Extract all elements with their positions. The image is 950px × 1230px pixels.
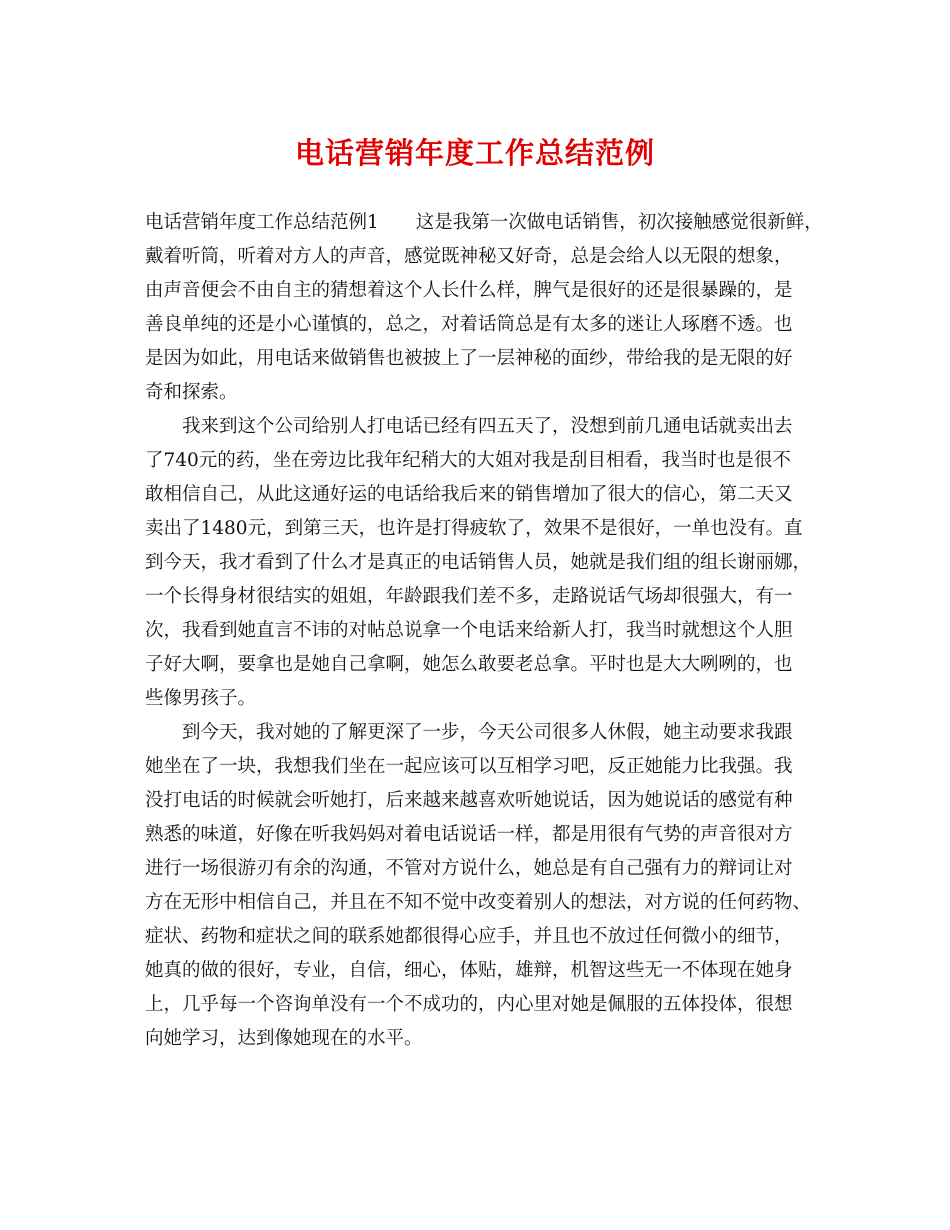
body-line: 到今天，我对她的了解更深了一步，今天公司很多人休假，她主动要求我跟: [182, 722, 793, 743]
body-line: 电话营销年度工作总结范例1 这是我第一次做电话销售，初次接触感觉很新鲜，: [145, 212, 823, 233]
body-line: 向她学习，达到像她现在的水平。: [145, 1028, 423, 1049]
body-line: 她真的做的很好，专业，自信，细心，体贴，雄辩，机智这些无一不体现在她身: [145, 960, 793, 981]
body-line: 敢相信自己，从此这通好运的电话给我后来的销售增加了很大的信心，第二天又: [145, 484, 793, 505]
body-line: 了740元的药，坐在旁边比我年纪稍大的大姐对我是刮目相看，我当时也是很不: [145, 450, 791, 471]
body-line: 方在无形中相信自己，并且在不知不觉中改变着别人的想法，对方说的任何药物、: [145, 892, 812, 913]
body-line: 我来到这个公司给别人打电话已经有四五天了，没想到前几通电话就卖出去: [182, 416, 793, 437]
body-line: 症状、药物和症状之间的联系她都很得心应手，并且也不放过任何微小的细节，: [145, 926, 793, 947]
body-line: 是因为如此，用电话来做销售也被披上了一层神秘的面纱，带给我的是无限的好: [145, 348, 793, 369]
body-line: 上，几乎每一个咨询单没有一个不成功的，内心里对她是佩服的五体投体，很想: [145, 994, 793, 1015]
body-line: 些像男孩子。: [145, 688, 257, 709]
body-line: 没打电话的时候就会听她打，后来越来越喜欢听她说话，因为她说话的感觉有种: [145, 790, 793, 811]
body-line: 她坐在了一块，我想我们坐在一起应该可以互相学习吧，反正她能力比我强。我: [145, 756, 793, 777]
document-body: [145, 206, 835, 1056]
body-line: 进行一场很游刃有余的沟通，不管对方说什么，她总是有自己强有力的辩词让对: [145, 858, 793, 879]
body-line: 到今天，我才看到了什么才是真正的电话销售人员，她就是我们组的组长谢丽娜，: [145, 552, 812, 573]
body-line: 次，我看到她直言不讳的对帖总说拿一个电话来给新人打，我当时就想这个人胆: [145, 620, 793, 641]
body-line: 一个长得身材很结实的姐姐，年龄跟我们差不多，走路说话气场却很强大，有一: [145, 586, 793, 607]
document-title: 电话营销年度工作总结范例: [294, 136, 655, 170]
body-line: 善良单纯的还是小心谨慎的，总之，对着话筒总是有太多的迷让人琢磨不透。也: [145, 314, 793, 335]
body-line: 奇和探索。: [145, 382, 238, 403]
body-line: 子好大啊，要拿也是她自己拿啊，她怎么敢要老总拿。平时也是大大咧咧的，也: [145, 654, 793, 675]
body-line: 卖出了1480元，到第三天，也许是打得疲软了，效果不是很好，一单也没有。直: [145, 518, 803, 539]
body-line: 戴着听筒，听着对方人的声音，感觉既神秘又好奇，总是会给人以无限的想象，: [145, 246, 793, 267]
body-line: 由声音便会不由自主的猜想着这个人长什么样，脾气是很好的还是很暴躁的，是: [145, 280, 793, 301]
body-line: 熟悉的味道，好像在听我妈妈对着电话说话一样，都是用很有气势的声音很对方: [145, 824, 793, 845]
